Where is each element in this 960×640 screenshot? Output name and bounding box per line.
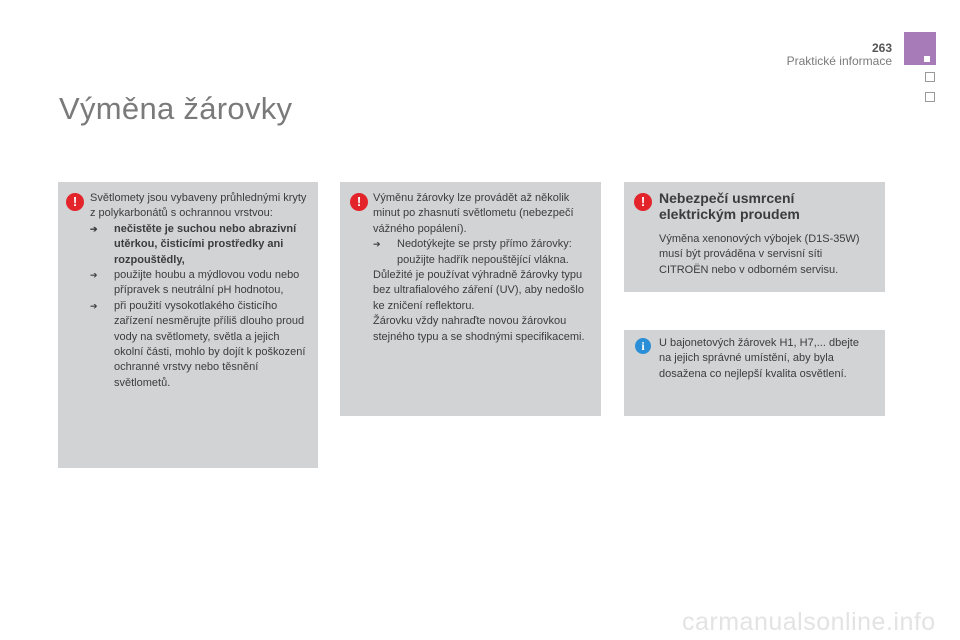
panel-text: Žárovku vždy nahraďte novou žárovkou stejného typu a se shodnými specifikacemi. [373, 315, 585, 343]
info-icon: i [635, 338, 651, 354]
panel-text: Důležité je používat výhradně žárovky typu bez ultrafialového záření (UV), aby nedošlo ke zničení reflektoru. [373, 269, 584, 312]
page-number: 263 [871, 41, 892, 55]
warning-panel-headlamp-cleaning [58, 182, 318, 468]
tab-marker-icon [924, 56, 930, 62]
panel-text: Světlomety jsou vybaveny průhlednými kryty z polykarbonátů s ochrannou vrstvou: [90, 192, 307, 220]
warning-icon: ! [350, 193, 368, 211]
chapter-tab[interactable] [925, 72, 935, 82]
warning-panel-bulb-replacement [340, 182, 601, 416]
list-item: ➔ použijte houbu a mýdlovou vodu nebo přípravek s neutrální pH hodnotou, [90, 268, 308, 299]
chapter-tab-active[interactable] [904, 32, 936, 65]
list-item: ➔ nečistěte je suchou nebo abrazivní utěrkou, čisticími prostředky ani rozpouštědly, [90, 222, 308, 268]
panel-text: Výměnu žárovky lze provádět až několik minut po zhasnutí světlometu (nebezpečí vážného popálení). [373, 192, 574, 235]
watermark: carmanualsonline.info [682, 608, 936, 636]
list-item: ➔ Nedotýkejte se prsty přímo žárovky: použijte hadřík nepouštějící vlákna. [373, 237, 593, 268]
warning-icon: ! [66, 193, 84, 211]
section-name: Praktické informace [786, 54, 892, 68]
info-panel-bayonet-bulbs [624, 330, 885, 416]
page-title: Výměna žárovky [59, 91, 293, 126]
list-item: ➔ při použití vysokotlakého čisticího zařízení nesměrujte příliš dlouho proud vody na světlomety, světla a jejich okolní části, mohlo by dojít k poškození ochranné vrstvy nebo těsnění světlometů. [90, 299, 308, 391]
danger-panel-electrocution [624, 182, 885, 292]
warning-icon: ! [634, 193, 652, 211]
panel-text: U bajonetových žárovek H1, H7,... dbejte na jejich správné umístění, aby byla dosažena co nejlepší kvalita osvětlení. [659, 337, 859, 380]
panel-heading: Nebezpečí usmrcení elektrickým proudem [659, 190, 800, 222]
chapter-tab[interactable] [925, 92, 935, 102]
panel-text: Výměna xenonových výbojek (D1S-35W) musí být prováděna v servisní síti CITROËN nebo v odborném servisu. [659, 233, 860, 276]
